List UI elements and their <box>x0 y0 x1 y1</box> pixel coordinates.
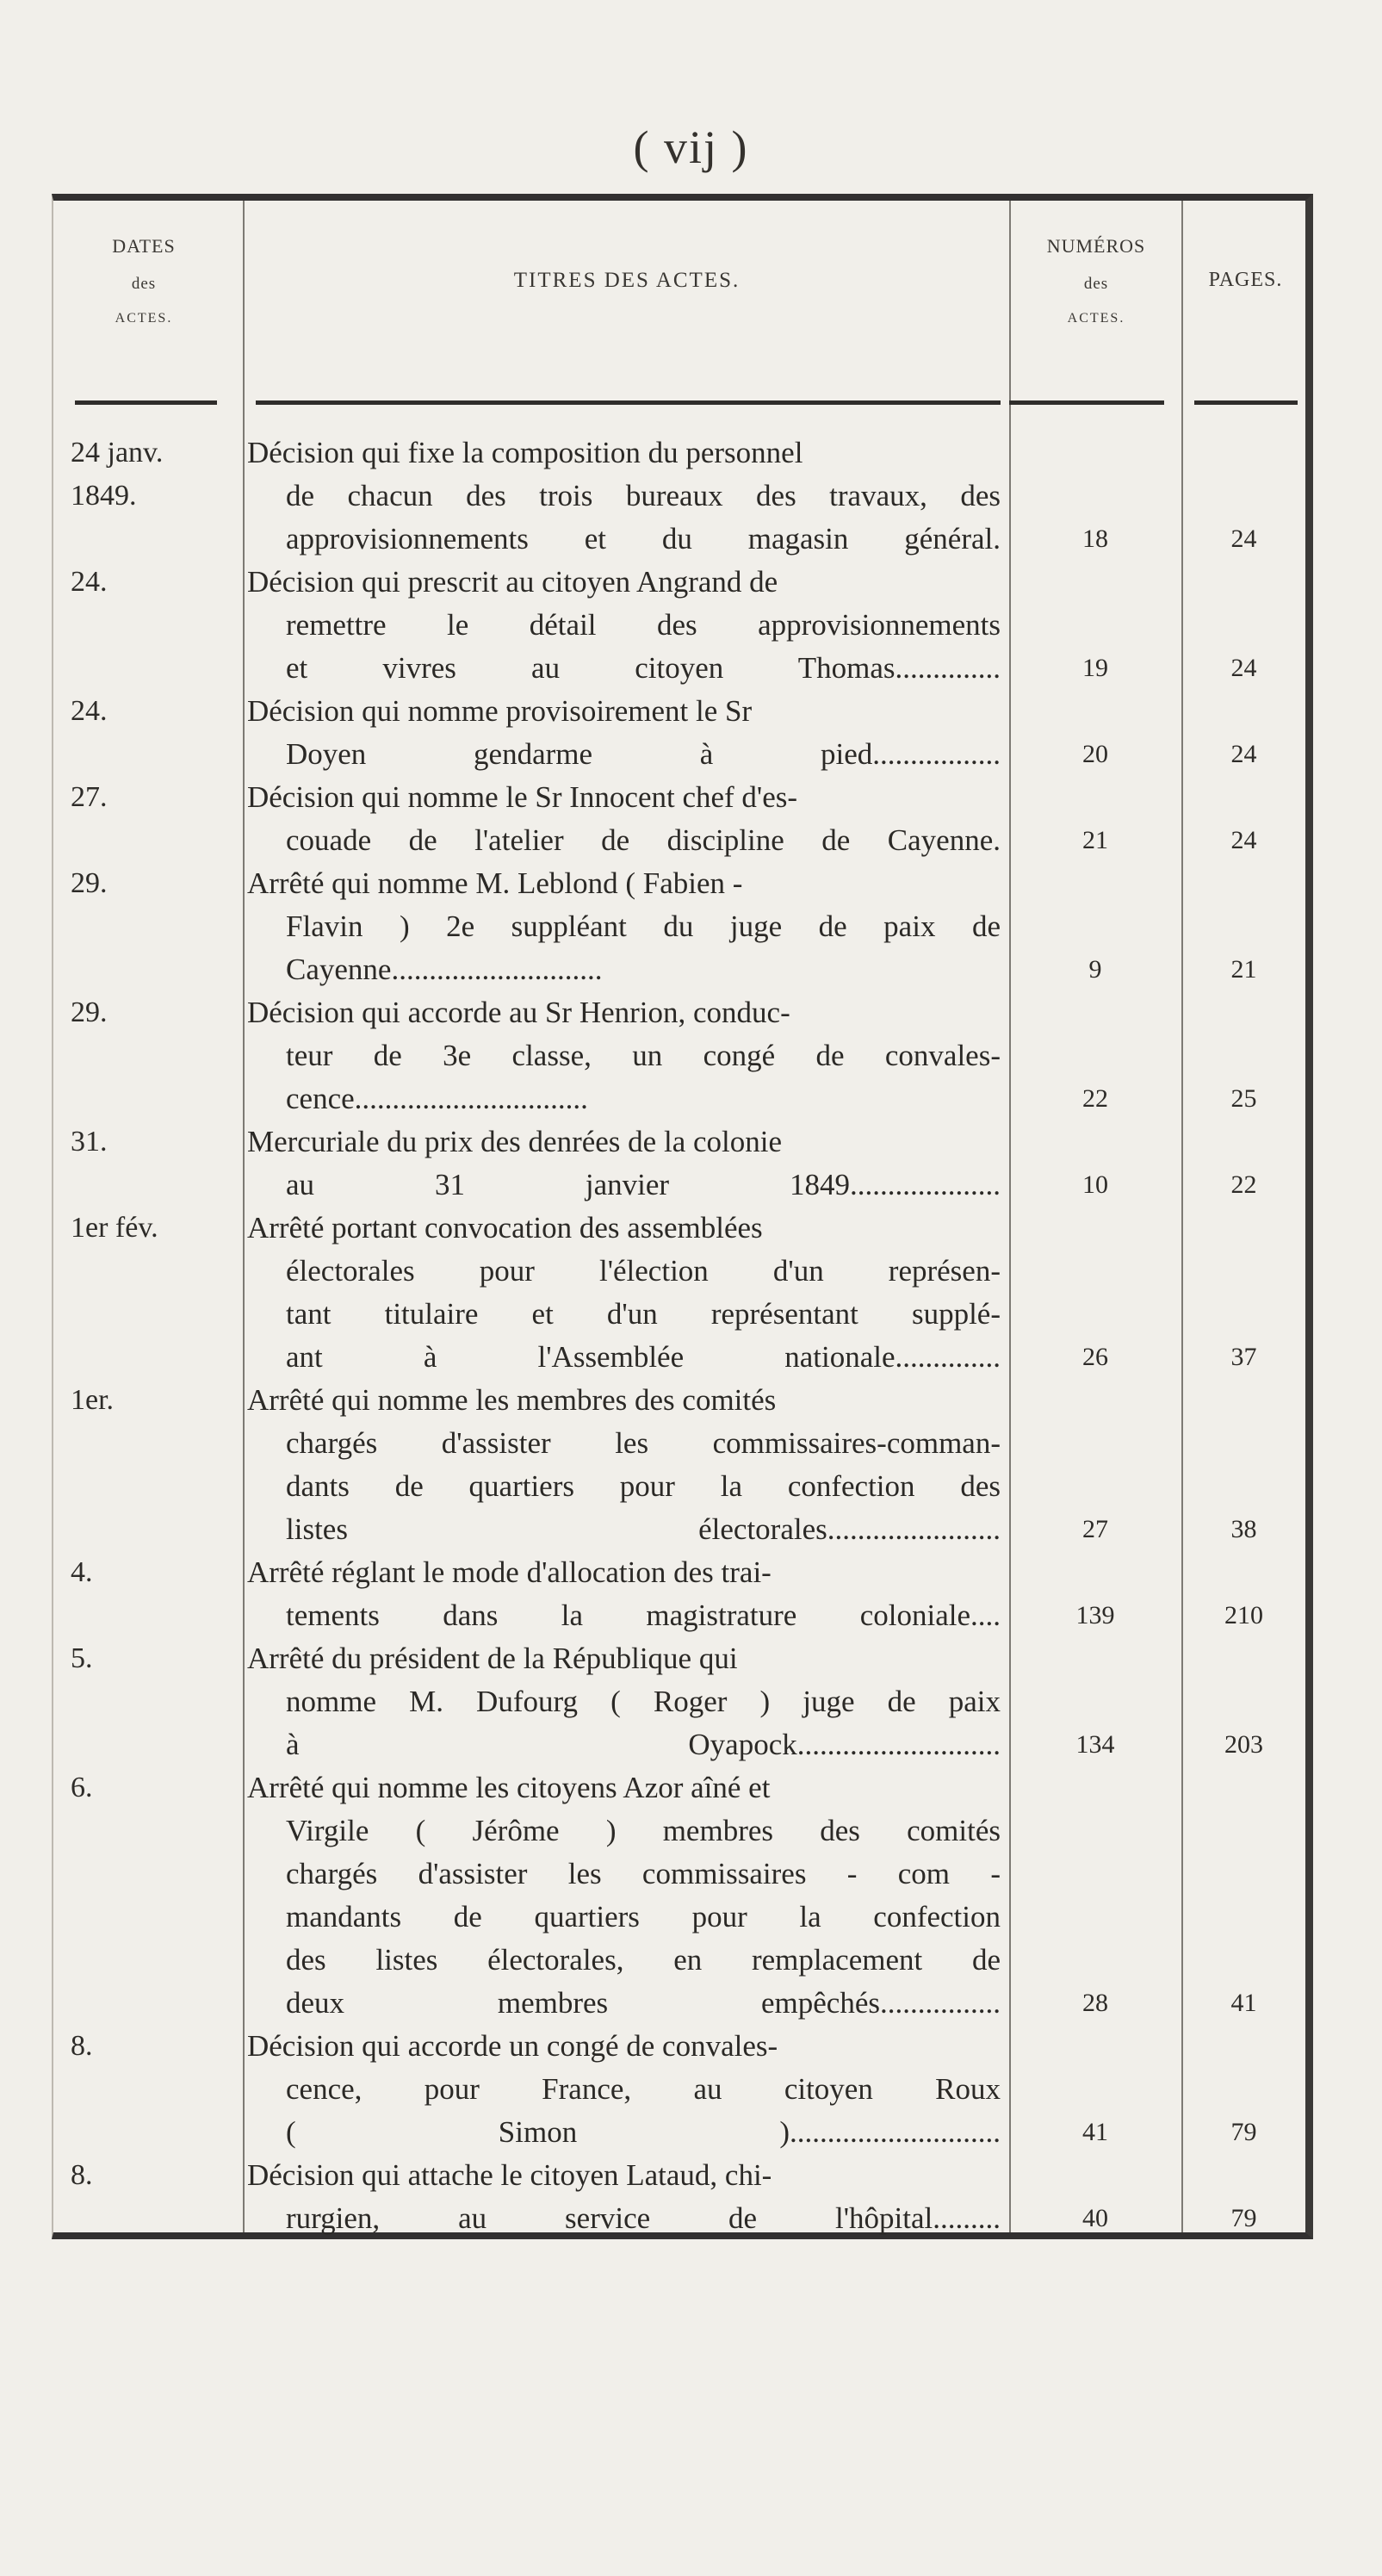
row-date-line: 8. <box>71 2159 93 2191</box>
row-title-line: chargés d'assister les commissaires - com - <box>286 1857 1001 1890</box>
header-rule-pages <box>1194 400 1298 405</box>
row-date <box>71 561 239 604</box>
row-title-line: Décision qui prescrit au citoyen Angrand de <box>247 565 778 599</box>
row-title-line: remettre le détail des approvisionnements <box>286 608 1001 642</box>
row-date-line: 8. <box>71 2030 93 2062</box>
row-date-line: 27. <box>71 781 108 813</box>
row-title <box>243 561 1001 690</box>
column-header-dates-line3: ACTES. <box>115 310 173 326</box>
row-date <box>71 1207 239 1250</box>
row-title-line: Décision qui accorde un congé de convales- <box>247 2029 778 2063</box>
row-title <box>243 862 1001 991</box>
row-title-line: Arrêté portant convocation des assemblées <box>247 1211 763 1245</box>
row-title-line: dants de quartiers pour la confection des <box>286 1469 1001 1503</box>
row-numero: 20 <box>1082 740 1108 768</box>
row-title <box>243 690 1001 776</box>
row-title-line: cence, pour France, au citoyen Roux <box>286 2072 1001 2106</box>
row-date <box>71 1637 239 1680</box>
row-title-line: au 31 janvier 1849.................... <box>286 1168 1001 1201</box>
row-title <box>243 431 1001 561</box>
row-title-line: Arrêté qui nomme M. Leblond ( Fabien - <box>247 866 743 900</box>
row-date-line: 6. <box>71 1772 93 1803</box>
row-numero: 40 <box>1082 2204 1108 2232</box>
row-numero: 139 <box>1075 1601 1115 1629</box>
row-page: 203 <box>1224 1730 1263 1759</box>
row-title <box>243 1766 1001 2025</box>
row-date-line: 1er fév. <box>71 1212 158 1244</box>
row-title-line: approvisionnements et du magasin général. <box>286 522 1001 556</box>
row-numero: 22 <box>1082 1084 1108 1113</box>
column-header-dates-line2: des <box>131 274 157 293</box>
row-page: 37 <box>1230 1343 1257 1371</box>
row-title-line: et vivres au citoyen Thomas.............. <box>286 651 1001 685</box>
row-page: 210 <box>1224 1601 1263 1629</box>
row-date <box>71 991 239 1034</box>
index-table <box>52 194 1313 2239</box>
row-date-line: 29. <box>71 867 108 899</box>
row-numero: 10 <box>1082 1170 1108 1199</box>
row-date-line: 24. <box>71 695 108 727</box>
column-header-dates <box>53 201 234 360</box>
column-divider-numeros <box>1181 201 1183 2232</box>
row-title-line: électorales pour l'élection d'un représen- <box>286 1254 1001 1288</box>
row-numero: 19 <box>1082 654 1108 682</box>
row-numero: 28 <box>1082 1989 1108 2017</box>
row-date <box>71 776 239 819</box>
column-header-titres-label: TITRES DES ACTES. <box>513 268 741 292</box>
row-date <box>71 2154 239 2197</box>
row-date <box>71 2025 239 2068</box>
row-title-line: ( Simon )............................ <box>286 2115 1001 2149</box>
header-rule-dates <box>75 400 217 405</box>
row-date <box>71 431 239 518</box>
row-title-line: couade de l'atelier de discipline de Cayenne. <box>286 823 1001 857</box>
row-title-line: Cayenne............................ <box>286 953 603 986</box>
row-date-line: 31. <box>71 1126 108 1158</box>
page-number-header: ( vij ) <box>633 121 749 173</box>
row-title-line: teur de 3e classe, un congé de convales- <box>286 1039 1001 1072</box>
row-numero: 41 <box>1082 2118 1108 2146</box>
row-title-line: Décision qui fixe la composition du personnel <box>247 436 803 469</box>
row-date <box>71 862 239 905</box>
row-date <box>71 1379 239 1422</box>
column-header-numeros <box>1011 201 1181 360</box>
row-date <box>71 1551 239 1594</box>
row-page: 79 <box>1230 2204 1257 2232</box>
row-date-line: 5. <box>71 1642 93 1674</box>
row-title-line: rurgien, au service de l'hôpital......... <box>286 2201 1001 2235</box>
row-title-line: à Oyapock........................... <box>286 1728 1001 1761</box>
row-date-line: 29. <box>71 996 108 1028</box>
row-title-line: mandants de quartiers pour la confection <box>286 1900 1001 1934</box>
row-title-line: Flavin ) 2e suppléant du juge de paix de <box>286 909 1001 943</box>
row-title-line: Décision qui nomme le Sr Innocent chef d'es- <box>247 780 798 814</box>
row-date-line: 24 janv. <box>71 437 164 469</box>
column-header-pages <box>1183 201 1308 360</box>
row-date <box>71 1766 239 1809</box>
row-title-line: ant à l'Assemblée nationale.............. <box>286 1340 1001 1374</box>
row-date-line: 1849. <box>71 480 137 512</box>
row-page: 22 <box>1230 1170 1257 1199</box>
row-page: 38 <box>1230 1515 1257 1543</box>
row-title <box>243 991 1001 1120</box>
row-page: 24 <box>1230 525 1257 553</box>
row-title-line: Virgile ( Jérôme ) membres des comités <box>286 1814 1001 1847</box>
row-numero: 18 <box>1082 525 1108 553</box>
row-title-line: Arrêté qui nomme les membres des comités <box>247 1383 777 1417</box>
row-title-line: tements dans la magistrature coloniale.... <box>286 1598 1001 1632</box>
column-header-numeros-line3: ACTES. <box>1067 310 1125 326</box>
row-title <box>243 1379 1001 1551</box>
column-header-numeros-line1: NUMÉROS <box>1046 234 1146 257</box>
row-title <box>243 1551 1001 1637</box>
row-title-line: Décision qui accorde au Sr Henrion, conduc- <box>247 996 790 1029</box>
row-page: 41 <box>1230 1989 1257 2017</box>
row-numero: 26 <box>1082 1343 1108 1371</box>
row-title-line: Doyen gendarme à pied................. <box>286 737 1001 771</box>
row-title <box>243 2154 1001 2240</box>
row-title <box>243 1120 1001 1207</box>
row-page: 21 <box>1230 955 1257 984</box>
row-title-line: chargés d'assister les commissaires-comman- <box>286 1426 1001 1460</box>
row-title-line: de chacun des trois bureaux des travaux, des <box>286 479 1001 512</box>
header-rule-titres <box>256 400 1001 405</box>
row-page: 24 <box>1230 740 1257 768</box>
column-header-numeros-line2: des <box>1083 274 1109 293</box>
row-date-line: 1er. <box>71 1384 115 1416</box>
row-page: 79 <box>1230 2118 1257 2146</box>
row-title <box>243 1207 1001 1379</box>
column-divider-titres <box>1009 201 1011 2232</box>
row-date-line: 24. <box>71 566 108 598</box>
row-title-line: Décision qui attache le citoyen Lataud, chi- <box>247 2158 772 2192</box>
row-title-line: des listes électorales, en remplacement de <box>286 1943 1001 1977</box>
column-header-pages-label: PAGES. <box>1208 269 1283 291</box>
row-page: 25 <box>1230 1084 1257 1113</box>
row-title-line: Arrêté réglant le mode d'allocation des trai- <box>247 1555 772 1589</box>
column-header-dates-line1: DATES <box>112 234 176 257</box>
column-header-titres <box>245 201 1009 360</box>
row-date <box>71 690 239 733</box>
row-title-line: tant titulaire et d'un représentant supplé- <box>286 1297 1001 1331</box>
row-title <box>243 776 1001 862</box>
row-title-line: Décision qui nomme provisoirement le Sr <box>247 694 753 728</box>
row-title-line: nomme M. Dufourg ( Roger ) juge de paix <box>286 1685 1001 1718</box>
row-numero: 21 <box>1082 826 1108 854</box>
header-rule-numeros <box>1009 400 1164 405</box>
row-title-line: Arrêté du président de la République qui <box>247 1642 738 1675</box>
row-page: 24 <box>1230 826 1257 854</box>
row-numero: 9 <box>1088 955 1102 984</box>
row-title-line: listes électorales....................... <box>286 1512 1001 1546</box>
row-title-line: cence............................... <box>286 1082 588 1115</box>
row-numero: 134 <box>1075 1730 1115 1759</box>
row-title <box>243 1637 1001 1766</box>
row-numero: 27 <box>1082 1515 1108 1543</box>
row-date <box>71 1120 239 1164</box>
row-title-line: deux membres empêchés................ <box>286 1986 1001 2020</box>
row-title-line: Mercuriale du prix des denrées de la colonie <box>247 1125 782 1158</box>
row-date-line: 4. <box>71 1556 93 1588</box>
row-page: 24 <box>1230 654 1257 682</box>
row-title-line: Arrêté qui nomme les citoyens Azor aîné et <box>247 1771 771 1804</box>
row-title <box>243 2025 1001 2154</box>
